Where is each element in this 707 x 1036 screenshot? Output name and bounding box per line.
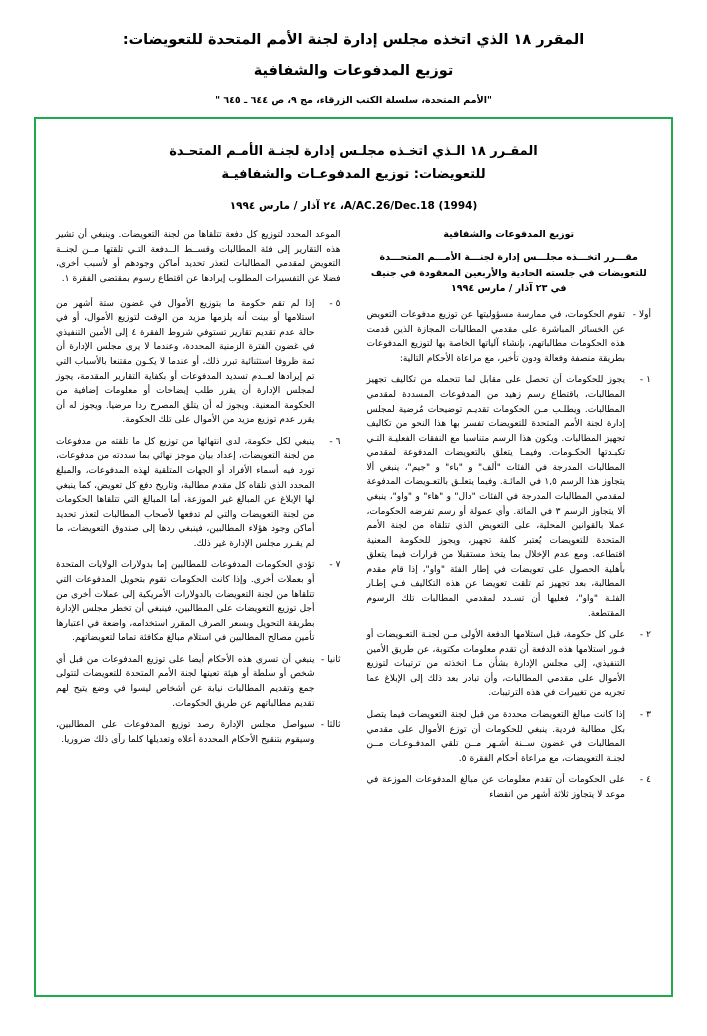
paragraph	[56, 228, 341, 286]
paragraph-text: إذا كانت مبالغ التعويضات محددة من قبل لجنة التعويضات فيما يتصل بكل مطالبة فردية. ينبغي للحكومات أن توزع الأموال على مقدمي المطالبات في غضون ســنة أشـهر مــن تلقي المدفـوعـات مــن لجنـة التعويضات، مع مراعاة أحكام الفقرة ٥.	[366, 710, 625, 764]
paragraph-marker: ٤ -	[639, 775, 651, 786]
header-title-line-1: المقرر ١٨ الذي اتخذه مجلس إدارة لجنة الأمم المتحدة للتعويضات:	[122, 32, 585, 48]
header-title-line-2: توزيع المدفوعات والشفافية	[253, 62, 454, 79]
paragraph-marker: ثالثا -	[320, 720, 341, 731]
paragraph-marker: ٥ -	[329, 298, 341, 309]
paragraph-marker: ٢ -	[639, 630, 651, 641]
paragraph	[56, 297, 341, 428]
column-right-title: توزيع المدفوعات والشفافية	[443, 229, 575, 241]
paragraph	[367, 773, 652, 802]
paragraph-text: سيواصل مجلس الإدارة رصد توزيع المدفوعات على المطالبين، وسيقوم بتنقيح الأحكام المحددة أعلاه وتعديلها كلما رأى ذلك ضروريا.	[56, 720, 315, 745]
paragraph	[367, 628, 652, 701]
paragraph	[56, 718, 341, 747]
paragraph	[367, 708, 652, 766]
frame-title-line-2: للتعويضات: توزيع المدفوعـات والشفافيـة	[221, 166, 486, 182]
paragraph	[56, 653, 341, 711]
paragraph-text: على كل حكومة، قبل استلامها الدفعة الأولى مـن لجنـة التعـويضات أو فـور استلامها هذه الدفعة أن تقدم معلومات مكتوبة، عن طريق الأمين التنفيذي، إلى مجلس الإدارة بشأن مـا اتخذته من ترتيبات لتوزيع الأموال على مقدمي المطالبات، وأن تبادر بعد ذلك إلى الإبلاغ عما تجريه من تغييرات في هذه الترتيبات.	[366, 630, 625, 699]
paragraph-marker: ثانيا -	[320, 654, 341, 665]
paragraph	[367, 373, 652, 621]
document-symbol-and-date: A/AC.26/Dec.18 (1994)، ٢٤ آذار / مارس ١٩٩٤	[229, 200, 478, 213]
framed-document-body	[34, 117, 673, 997]
paragraph-text: يجوز للحكومات أن تحصل على مقابل لما تتحمله من تكاليف تجهيز المطالبات، باقتطاع رسم زهيد من المدفوعات المسددة لمقدمي المطالبات. ويطلـب مـن الحكومات تقديـم توضيحات مُرضية لمجلس إدارة لجنة الأمم المتحدة للتعويضات تفسر بها هذا النحو من تكاليف تجهيز المطالبات. ويكون هذا الرسم متناسبا مع النفقات الفعليـة التـي تكبـدتها الحكـومات. وفيمـا يتعلق بالتعويضات المدفوعة لمقدمي المطالبات المدرجة في الفئات "ألف" و "باء" و "جيم"، ينبغي ألا يتجاوز هذا الرسم ١,٥ في المائـة. وفيما يتعلـق بالتعـويضات المدفوعة لمقدمي المطالبات المدرجة في الفئات "دال" و "هاء" و "واو"، ينبغي ألا يتجاوز الرسم ٣ في المائة. وأي عمولة أو رسم تفرضه الحكومات، عملا بالقوانين المحلية، على التعويض الذي تتلقاه من لجنة الأمم المتحدة للتعويضات يُعتبر كلفة تجهيز، ويجوز للحكومة المعنية اقتطاعه. ومع عدم الإخلال بما يتخذ مستقبلا من قرارات فيما يتعلق بأهلية الحصول على تعويضات في إطار الفئة "واو"، إذا قام مقدم المطالبة، بعد تجهيز ثم تلقت تعويضا عن هذه التكاليف فـي إطـار الفئـة "واو"، فعليها أن تسـدد لمقدمي المطالبات تلك الرسوم المقتطعة.	[366, 375, 625, 619]
column-right-subtitle: مقـــرر اتخـــذه مجلـــس إدارة لجنـــة الأمـــم المتحـــدة للتعويضات في جلسته الحادية والأربعين المعقودة في جنيف في ٢٣ آذار / مارس ١٩٩٤	[370, 252, 647, 295]
column-left	[56, 228, 341, 809]
paragraph-marker: ٧ -	[329, 560, 341, 571]
paragraph-text: ينبغي أن تسري هذه الأحكام أيضا على توزيع المدفوعات من قبل أي شخص أو سلطة أو هيئة تعينها لجنة الأمم المتحدة للتعويضات لتتولى جمع وتقديم المطالبات نيابة عن أشخاص ليسوا في وضع يتيح لهم تقديم مطالباتهم عن طريق الحكومات.	[56, 654, 315, 709]
paragraph-text: على الحكومات أن تقدم معلومات عن مبالغ المدفوعات الموزعة في موعد لا يتجاوز ثلاثة أشهر من انقضاء	[366, 775, 625, 800]
paragraph-text: ينبغي لكل حكومة، لدى انتهائها من توزيع كل ما تلقته من مدفوعات من لجنة التعويضات، إعداد بيان موجز نهائي بما سددته من مدفوعات، تورد فيه أسماء الأفراد أو الجهات المتلقية لهذه المدفوعات، والمبلغ المحدد الذي تلقاه كل مقدم مطالبة، وتاريخ دفع كل تعويض، كما ينبغي لها الإبلاغ عن المبالغ غير الموزعة، أما المبالغ التي تتلقاها الحكومات من لجنة التعويضات والتي لم تدفعها لأصحاب المطالبات لتعذر تحديد أماكن وجود هؤلاء المطالبين، فينبغي ردها إلى صندوق التعويضات، ما لم يقـرر مجلس الإدارة غير ذلك.	[56, 436, 315, 549]
paragraph-marker: ٦ -	[329, 436, 341, 447]
document-header	[34, 30, 673, 107]
paragraph-text: تقوم الحكومات، في ممارسة مسؤوليتها عن توزيع مدفوعات التعويض عن الخسائر المباشرة على مقدمي المطالبات المجازة الذين قدمت هذه الحكومات مطالباتهم، بإنشاء آلياتها الخاصة بها لتوزيع المدفوعات بطريقة منصفة وفعالة ودون تأخير، مع مراعاة الأحكام التالية:	[366, 310, 625, 364]
paragraph-marker: ١ -	[639, 375, 651, 386]
frame-title-line-1: المقـرر ١٨ الـذي اتخـذه مجلـس إدارة لجنـة الأمـم المتحـدة	[169, 143, 538, 159]
paragraph	[56, 435, 341, 552]
paragraph-text: إذا لم تقم حكومة ما بتوزيع الأموال في غضون ستة أشهر من استلامها أو بينت أنه يلزمها مزيد من الوقت لتوزيع الأموال، أو في حالة عدم تقديم تقارير تستوفي شروط الفقرة ٤ إلى الأمين التنفيذي في غضون الفترة الزمنية المحددة، وعندما لا يرى مجلس الإدارة أن ثمة ظروفا استثنائية تبرر ذلك، أو عندما لا يكـون مقتنعا بالأسباب التي تم إيرادها لعــدم تسديد المدفوعات أو بكفاية التقارير المقدمة، يجوز لمجلس الإدارة أن يقرر طلب إيضاحات أو معلومات إضافية من الحكومة المعنية. ويجوز له أن يتلق المصرح ردا مرضيا. ويجوز له أن يقرر عدم توزيع مزيد من الأموال على تلك الحكومة.	[56, 298, 315, 426]
paragraph	[367, 308, 652, 366]
paragraph-text: الموعد المحدد لتوزيع كل دفعة تتلقاها من لجنة التعويضات. وينبغي أن تشير هذه التقارير إلى فئة المطالبات وقســط الــدفعة التـي تلقتها مــن لجنــة التعويض لمقدمي المطالبات لتعذر تحديد أماكن وجودهم أو لأسبب أخرى، فضلا عن التفسيرات المطلوب إيرادها عن اقتطاع رسوم بمقتضى الفقرة ١.	[56, 230, 341, 285]
header-source-citation: "الأمم المتحدة، سلسلة الكتب الزرقاء، مج ٩، ص ٦٤٤ ـ ٦٤٥ "	[215, 94, 492, 106]
paragraph-text: تؤدي الحكومات المدفوعات للمطالبين إما بدولارات الولايات المتحدة أو بعملات أخرى. وإذا كانت الحكومات تقوم بتحويل المدفوعات التي تتلقاها من لجنة التعويضات بالدولارات الأمريكية إلى عملات أخرى من أجل توزيع التعويضات على المطالبين، فينبغي أن تخطر مجلس الإدارة بطريقة التحويل وبسعر الصرف المقرر استخدامه، واضعة في اعتبارها تأمين مصالح المطالبين في استلام مبالغ مكافئة تماما لتعويضاتهم.	[56, 560, 315, 644]
paragraph-marker: أولا -	[632, 310, 651, 321]
column-right	[367, 228, 652, 809]
paragraph	[56, 558, 341, 645]
paragraph-marker: ٣ -	[639, 710, 651, 721]
two-column-text-area	[56, 228, 651, 809]
frame-title	[86, 141, 621, 187]
